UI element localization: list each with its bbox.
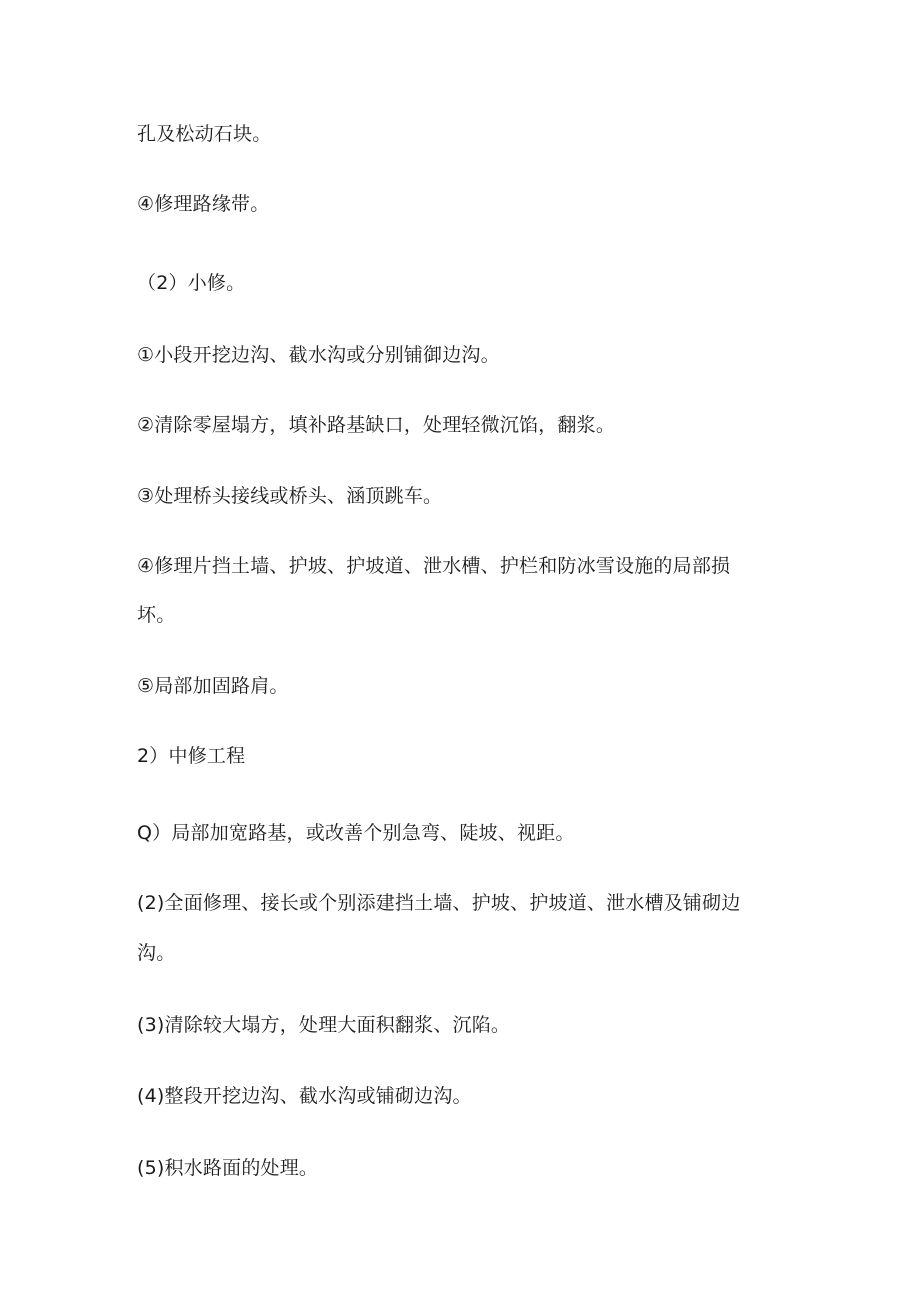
text-line-1: 孔及松动石块。 — [137, 123, 272, 145]
section-heading-medium-repair: 2）中修工程 — [137, 745, 246, 767]
text-line-7: ④修理片挡土墙、护坡、护坡道、泄水槽、护栏和防冰雪设施的局部损 — [137, 555, 731, 577]
text-line-14: (5)积水路面的处理。 — [137, 1157, 319, 1179]
text-line-11-continued: 沟。 — [137, 942, 176, 964]
text-line-13: (4)整段开挖边沟、截水沟或铺砌边沟。 — [137, 1085, 472, 1107]
text-line-6: ③处理桥头接线或桥头、涵顶跳车。 — [137, 485, 443, 507]
text-line-7-continued: 坏。 — [137, 604, 176, 626]
text-line-5: ②清除零屋塌方，填补路基缺口，处理轻微沉馅，翻浆。 — [137, 414, 616, 436]
text-line-10: Q）局部加宽路基，或改善个别急弯、陡坡、视距。 — [137, 822, 575, 844]
text-line-11: (2)全面修理、接长或个别添建挡土墙、护坡、护坡道、泄水槽及铺砌边 — [137, 892, 741, 914]
subsection-heading-minor-repair: （2）小修。 — [137, 272, 246, 294]
text-line-12: (3)清除较大塌方，处理大面积翻浆、沉陷。 — [137, 1014, 511, 1036]
text-line-2: ④修理路缘带。 — [137, 193, 270, 215]
text-line-8: ⑤局部加固路肩。 — [137, 675, 289, 697]
text-line-4: ①小段开挖边沟、截水沟或分别铺御边沟。 — [137, 344, 500, 366]
